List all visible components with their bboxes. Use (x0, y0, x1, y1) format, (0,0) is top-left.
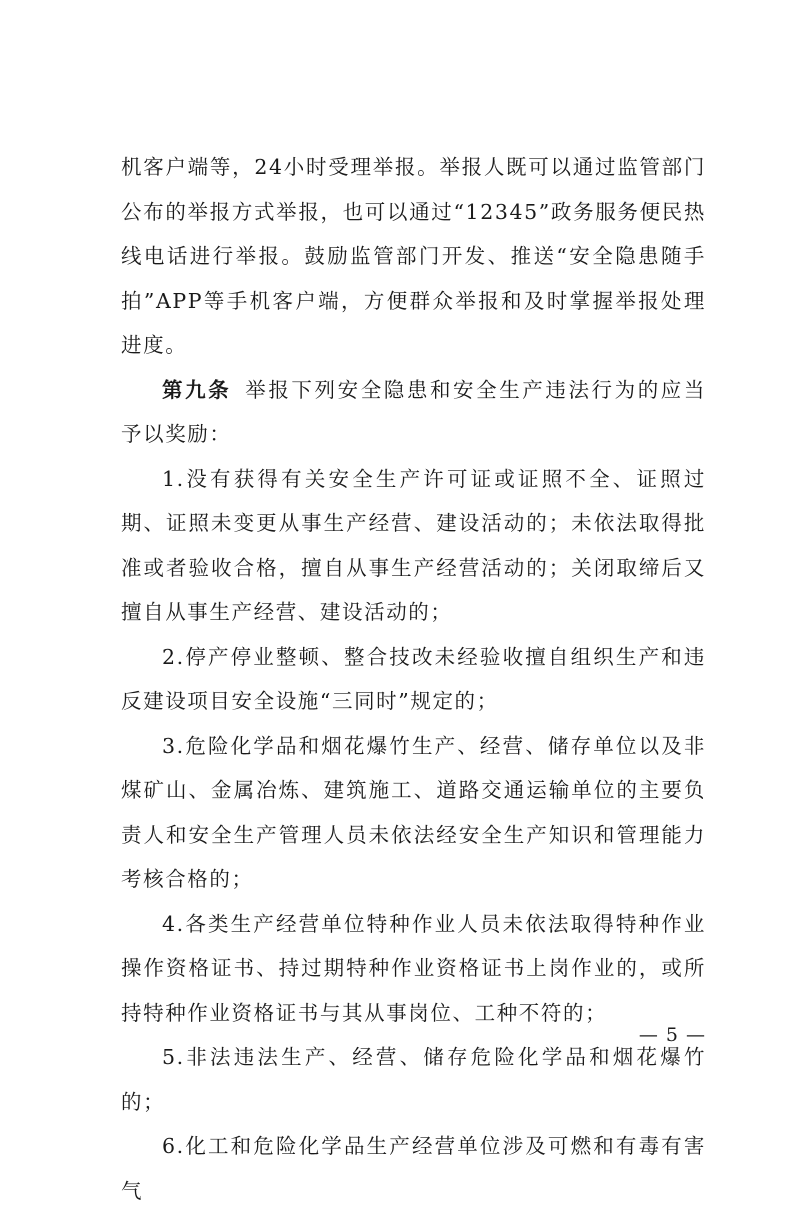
list-item-4 (121, 902, 706, 1036)
page-number: — 5 — (638, 1024, 706, 1046)
paragraph-text: 6.化工和危险化学品生产经营单位涉及可燃和有毒有害气 (121, 1134, 706, 1203)
list-item-1 (121, 457, 706, 635)
list-item-5 (121, 1035, 706, 1124)
list-item-3 (121, 724, 706, 902)
paragraph-article-nine (121, 368, 706, 457)
paragraph-text: 5.非法违法生产、经营、储存危险化学品和烟花爆竹的； (121, 1045, 706, 1114)
list-item-2 (121, 635, 706, 724)
paragraph-text: 1.没有获得有关安全生产许可证或证照不全、证照过期、证照未变更从事生产经营、建设活动的；未依法取得批准或者验收合格，擅自从事生产经营活动的；关闭取缔后又擅自从事生产经营、建设活动的； (121, 466, 706, 624)
paragraph-text: 机客户端等，24小时受理举报。举报人既可以通过监管部门公布的举报方式举报，也可以通过“12345”政务服务便民热线电话进行举报。鼓励监管部门开发、推送“安全隐患随手拍”APP等手机客户端，方便群众举报和及时掌握举报处理进度。 (121, 155, 706, 357)
article-heading: 第九条 (162, 377, 232, 402)
body-text (121, 145, 706, 1213)
paragraph-text: 举报下列安全隐患和安全生产违法行为的应当予以奖励： (121, 377, 706, 446)
list-item-6 (121, 1124, 706, 1213)
paragraph-continuation (121, 145, 706, 368)
paragraph-text: 2.停产停业整顿、整合技改未经验收擅自组织生产和违反建设项目安全设施“三同时”规定的； (121, 644, 706, 713)
paragraph-text: 3.危险化学品和烟花爆竹生产、经营、储存单位以及非煤矿山、金属冶炼、建筑施工、道路交通运输单位的主要负责人和安全生产管理人员未依法经安全生产知识和管理能力考核合格的； (121, 733, 706, 891)
paragraph-text: 4.各类生产经营单位特种作业人员未依法取得特种作业操作资格证书、持过期特种作业资格证书上岗作业的，或所持特种作业资格证书与其从事岗位、工种不符的； (121, 911, 706, 1025)
